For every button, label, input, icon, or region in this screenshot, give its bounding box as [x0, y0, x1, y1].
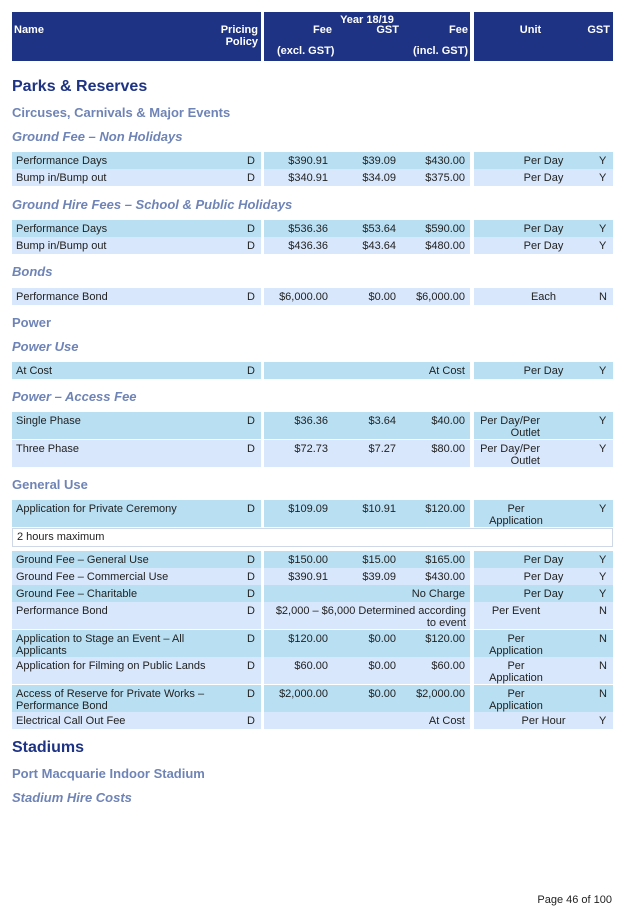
- row-unit: Per Day: [523, 571, 564, 583]
- table-row: [0, 685, 624, 712]
- row-fee-excl: $6,000.00: [279, 291, 328, 303]
- table-row: [0, 152, 624, 169]
- col-pricing-policy: Pricing Policy: [220, 24, 258, 48]
- row-name: Ground Fee – Commercial Use: [16, 571, 169, 583]
- row-fee-incl: No Charge: [411, 588, 465, 600]
- row-unit: Per Application: [489, 660, 543, 684]
- col-unit: Unit: [519, 24, 542, 36]
- row-gst: $39.09: [362, 155, 396, 167]
- category-title: Power – Access Fee: [12, 389, 137, 404]
- row-policy: D: [247, 588, 255, 600]
- table-row: [0, 551, 624, 568]
- row-gst: $10.91: [362, 503, 396, 515]
- row-unit: Per Day: [523, 223, 564, 235]
- row-gst: $0.00: [368, 688, 396, 700]
- col-name: Name: [14, 24, 44, 36]
- row-unit: Per Event: [491, 605, 541, 617]
- row-gst-flag: Y: [599, 415, 607, 427]
- table-row: [0, 440, 624, 467]
- row-policy: D: [247, 633, 255, 645]
- row-fee-incl: $60.00: [431, 660, 465, 672]
- row-fee-excl: $109.09: [288, 503, 328, 515]
- row-gst-flag: N: [599, 688, 607, 700]
- row-unit: Per Day: [523, 172, 564, 184]
- subsection-title: Port Macquarie Indoor Stadium: [12, 766, 205, 781]
- row-name: Performance Bond: [16, 291, 108, 303]
- row-policy: D: [247, 660, 255, 672]
- row-fee-excl: $536.36: [288, 223, 328, 235]
- row-unit: Per Application: [489, 633, 543, 657]
- row-gst: $7.27: [368, 443, 396, 455]
- row-fee-incl: $40.00: [431, 415, 465, 427]
- row-gst: $0.00: [368, 660, 396, 672]
- row-name: At Cost: [16, 365, 53, 377]
- row-name: Performance Days: [16, 223, 108, 235]
- row-policy: D: [247, 240, 255, 252]
- row-fee-incl: $120.00: [425, 503, 465, 515]
- row-policy: D: [247, 503, 255, 515]
- col-gst: GST: [376, 24, 399, 36]
- row-gst-flag: Y: [599, 443, 607, 455]
- row-name: Application for Filming on Public Lands: [16, 660, 206, 672]
- category-title: Bonds: [12, 264, 53, 279]
- table-row: [0, 237, 624, 254]
- row-fee-excl: $36.36: [294, 415, 328, 427]
- row-policy: D: [247, 605, 255, 617]
- row-fee-incl: $80.00: [431, 443, 465, 455]
- row-gst: $34.09: [362, 172, 396, 184]
- row-fee-incl: At Cost: [428, 715, 465, 727]
- row-policy: D: [247, 172, 255, 184]
- row-unit: Per Hour: [521, 715, 566, 727]
- subsection-title: Circuses, Carnivals & Major Events: [12, 105, 231, 120]
- row-unit: Each: [530, 291, 557, 303]
- row-name: Performance Bond: [16, 605, 108, 617]
- row-unit: Per Day: [523, 155, 564, 167]
- row-note: [12, 528, 613, 547]
- row-unit: Per Day/Per Outlet: [480, 415, 540, 439]
- row-fee-excl: $436.36: [288, 240, 328, 252]
- row-fee-excl: $390.91: [288, 571, 328, 583]
- category-title: Power Use: [12, 339, 79, 354]
- row-gst-flag: N: [599, 291, 607, 303]
- row-gst-flag: Y: [599, 571, 607, 583]
- category-title: Stadium Hire Costs: [12, 790, 132, 805]
- row-fee-incl: $165.00: [425, 554, 465, 566]
- row-fee-range: $2,000 – $6,000 Determined according to event: [275, 605, 466, 629]
- table-row: [0, 362, 624, 379]
- row-policy: D: [247, 155, 255, 167]
- row-policy: D: [247, 443, 255, 455]
- row-policy: D: [247, 365, 255, 377]
- row-fee-incl: $430.00: [425, 571, 465, 583]
- page-number: Page 46 of 100: [537, 894, 612, 906]
- table-row: [0, 657, 624, 684]
- table-row: [0, 220, 624, 237]
- row-policy: D: [247, 223, 255, 235]
- col-fee-excl: Fee: [313, 24, 332, 36]
- row-policy: D: [247, 554, 255, 566]
- row-gst-flag: N: [599, 660, 607, 672]
- row-name: Electrical Call Out Fee: [16, 715, 126, 727]
- table-row: [0, 412, 624, 439]
- row-fee-incl: $375.00: [425, 172, 465, 184]
- row-gst: $0.00: [368, 291, 396, 303]
- row-unit: Per Day: [523, 365, 564, 377]
- subsection-title: General Use: [12, 477, 88, 492]
- table-row: [0, 500, 624, 527]
- row-policy: D: [247, 715, 255, 727]
- table-row: [0, 288, 624, 305]
- row-policy: D: [247, 688, 255, 700]
- row-unit: Per Day: [523, 588, 564, 600]
- row-fee-incl: $480.00: [425, 240, 465, 252]
- table-row: [0, 568, 624, 585]
- row-gst: $53.64: [362, 223, 396, 235]
- table-row: [0, 712, 624, 729]
- category-title: Ground Fee – Non Holidays: [12, 129, 183, 144]
- row-fee-excl: $340.91: [288, 172, 328, 184]
- row-gst-flag: Y: [599, 365, 607, 377]
- row-fee-excl: $150.00: [288, 554, 328, 566]
- section-title: Stadiums: [12, 739, 85, 756]
- row-fee-excl: $390.91: [288, 155, 328, 167]
- row-name: Performance Days: [16, 155, 108, 167]
- col-gst-flag: GST: [587, 24, 610, 36]
- row-gst: $43.64: [362, 240, 396, 252]
- row-name: Single Phase: [16, 415, 81, 427]
- table-row: [0, 585, 624, 602]
- row-policy: D: [247, 571, 255, 583]
- table-row: [0, 630, 624, 657]
- row-fee-excl: $2,000.00: [279, 688, 328, 700]
- row-fee-incl: $590.00: [425, 223, 465, 235]
- col-incl-gst: (incl. GST): [413, 45, 468, 57]
- row-unit: Per Day: [523, 554, 564, 566]
- row-policy: D: [247, 415, 255, 427]
- row-gst-flag: Y: [599, 172, 607, 184]
- row-gst-flag: Y: [599, 588, 607, 600]
- row-name: Three Phase: [16, 443, 79, 455]
- row-gst: $0.00: [368, 633, 396, 645]
- table-row: [0, 169, 624, 186]
- table-header-unit: [474, 12, 613, 61]
- row-name: Access of Reserve for Private Works – Performance Bond: [16, 688, 205, 712]
- table-header-name: [12, 12, 261, 61]
- subsection-title: Power: [12, 315, 52, 330]
- row-name: Ground Fee – Charitable: [16, 588, 138, 600]
- row-gst: $15.00: [362, 554, 396, 566]
- row-name: Application for Private Ceremony: [16, 503, 177, 515]
- row-gst-flag: Y: [599, 503, 607, 515]
- row-fee-incl: $430.00: [425, 155, 465, 167]
- row-fee-excl: $120.00: [288, 633, 328, 645]
- row-unit: Per Application: [489, 688, 543, 712]
- row-fee-incl: $6,000.00: [416, 291, 465, 303]
- row-unit: Per Application: [489, 503, 543, 527]
- note-text: 2 hours maximum: [17, 531, 105, 543]
- row-gst: $39.09: [362, 571, 396, 583]
- row-name: Bump in/Bump out: [16, 240, 107, 252]
- category-title: Ground Hire Fees – School & Public Holidays: [12, 197, 293, 212]
- row-fee-incl: $2,000.00: [416, 688, 465, 700]
- row-gst-flag: Y: [599, 554, 607, 566]
- section-title: Parks & Reserves: [12, 78, 148, 95]
- row-gst: $3.64: [368, 415, 396, 427]
- col-fee-incl: Fee: [449, 24, 468, 36]
- row-policy: D: [247, 291, 255, 303]
- row-gst-flag: Y: [599, 715, 607, 727]
- row-name: Application to Stage an Event – All Applicants: [16, 633, 185, 657]
- row-fee-excl: $72.73: [294, 443, 328, 455]
- row-gst-flag: Y: [599, 155, 607, 167]
- table-header-fees: [264, 12, 470, 61]
- row-gst-flag: Y: [599, 223, 607, 235]
- col-excl-gst: (excl. GST): [277, 45, 335, 57]
- row-gst-flag: N: [599, 633, 607, 645]
- col-year: Year 18/19: [340, 14, 394, 26]
- row-unit: Per Day/Per Outlet: [480, 443, 540, 467]
- row-gst-flag: N: [599, 605, 607, 617]
- row-unit: Per Day: [523, 240, 564, 252]
- row-fee-incl: At Cost: [428, 365, 465, 377]
- row-name: Bump in/Bump out: [16, 172, 107, 184]
- table-row: [0, 602, 624, 629]
- row-name: Ground Fee – General Use: [16, 554, 149, 566]
- row-fee-excl: $60.00: [294, 660, 328, 672]
- row-fee-incl: $120.00: [425, 633, 465, 645]
- row-gst-flag: Y: [599, 240, 607, 252]
